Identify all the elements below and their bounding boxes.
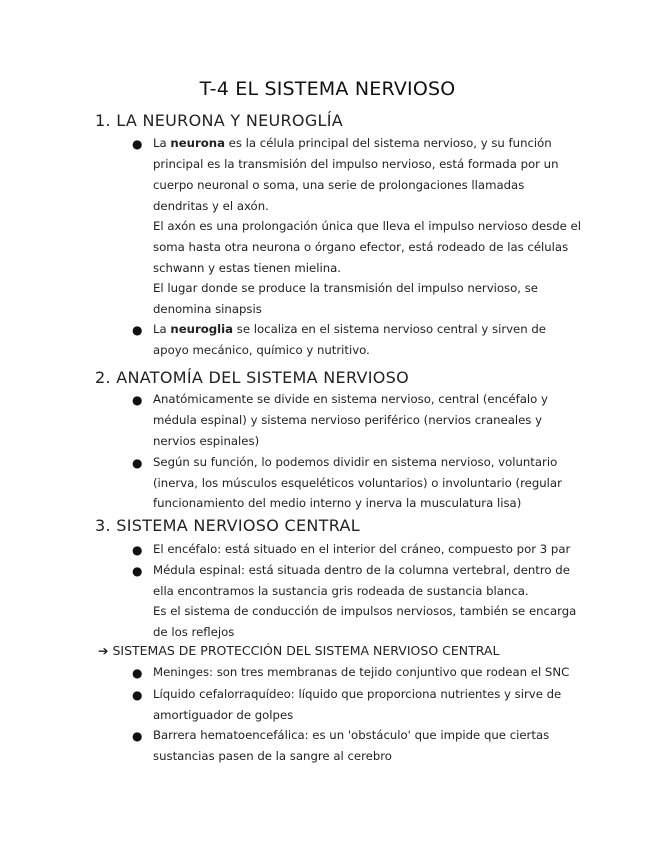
paragraph-line: cuerpo neuronal o soma, una serie de prolongaciones llamadas [153,178,525,192]
bullet-icon: ● [132,456,143,470]
paragraph-line: amortiguador de golpes [153,708,294,722]
arrow-icon: ➔ [98,643,109,658]
bullet-icon: ● [132,323,143,337]
bullet-icon: ● [132,137,143,151]
paragraph-line: Médula espinal: está situada dentro de la columna vertebral, dentro de [153,563,570,577]
subsection-heading [98,643,499,658]
paragraph-line: Según su función, lo podemos dividir en sistema nervioso, voluntario [153,455,558,469]
text-run: es la célula principal del sistema nervioso, y su función [224,136,552,150]
paragraph-line: funcionamiento del medio interno y inerva la musculatura lisa) [153,496,522,510]
paragraph-line: Anatómicamente se divide en sistema nervioso, central (encéfalo y [153,392,548,406]
paragraph-line: Líquido cefalorraquídeo: líquido que proporciona nutrientes y sirve de [153,687,562,701]
text-run: La [153,322,171,336]
paragraph-line: principal es la transmisión del impulso nervioso, está formada por un [153,157,559,171]
paragraph-line: soma hasta otra neurona o órgano efector, está rodeado de las células [153,240,569,254]
bullet-icon: ● [132,564,143,578]
paragraph-line: de los reflejos [153,625,235,639]
paragraph-line: denomina sinapsis [153,302,262,316]
text-run: se localiza en el sistema nervioso central y sirven de [233,322,546,336]
subsection-title: SISTEMAS DE PROTECCIÓN DEL SISTEMA NERVIOSO CENTRAL [112,643,500,658]
bullet-icon: ● [132,729,143,743]
bullet-icon: ● [132,666,143,680]
text-run: La [153,136,171,150]
paragraph-line: Meninges: son tres membranas de tejido conjuntivo que rodean el SNC [153,665,570,679]
paragraph-line: dendritas y el axón. [153,199,269,213]
paragraph-line [153,319,546,339]
term-neurona: neurona [170,136,225,150]
section-heading-2: 2. ANATOMÍA DEL SISTEMA NERVIOSO [95,368,409,387]
page-title: T-4 EL SISTEMA NERVIOSO [199,78,456,100]
paragraph-line: (inerva, los músculos esqueléticos voluntarios) o involuntario (regular [153,476,562,490]
paragraph-line: Es el sistema de conducción de impulsos nerviosos, también se encarga [153,604,577,618]
paragraph-line: sustancias pasen de la sangre al cerebro [153,749,392,763]
paragraph-line: schwann y estas tienen mielina. [153,261,341,275]
section-heading-1: 1. LA NEURONA Y NEUROGLÍA [95,111,343,130]
paragraph-line: apoyo mecánico, químico y nutritivo. [153,343,370,357]
section-heading-3: 3. SISTEMA NERVIOSO CENTRAL [95,516,360,535]
bullet-icon: ● [132,688,143,702]
paragraph-line: nervios espinales) [153,434,260,448]
bullet-icon: ● [132,393,143,407]
paragraph-line: El axón es una prolongación única que lleva el impulso nervioso desde el [153,219,581,233]
paragraph-line: médula espinal) y sistema nervioso periférico (nervios craneales y [153,413,543,427]
term-neuroglia: neuroglia [170,322,234,336]
paragraph-line: Barrera hematoencefálica: es un 'obstáculo' que impide que ciertas [153,728,550,742]
paragraph-line [153,133,552,153]
bullet-icon: ● [132,543,143,557]
paragraph-line: ella encontramos la sustancia gris rodeada de sustancia blanca. [153,584,529,598]
paragraph-line: El lugar donde se produce la transmisión del impulso nervioso, se [153,281,538,295]
paragraph-line: El encéfalo: está situado en el interior del cráneo, compuesto por 3 par [153,542,571,556]
